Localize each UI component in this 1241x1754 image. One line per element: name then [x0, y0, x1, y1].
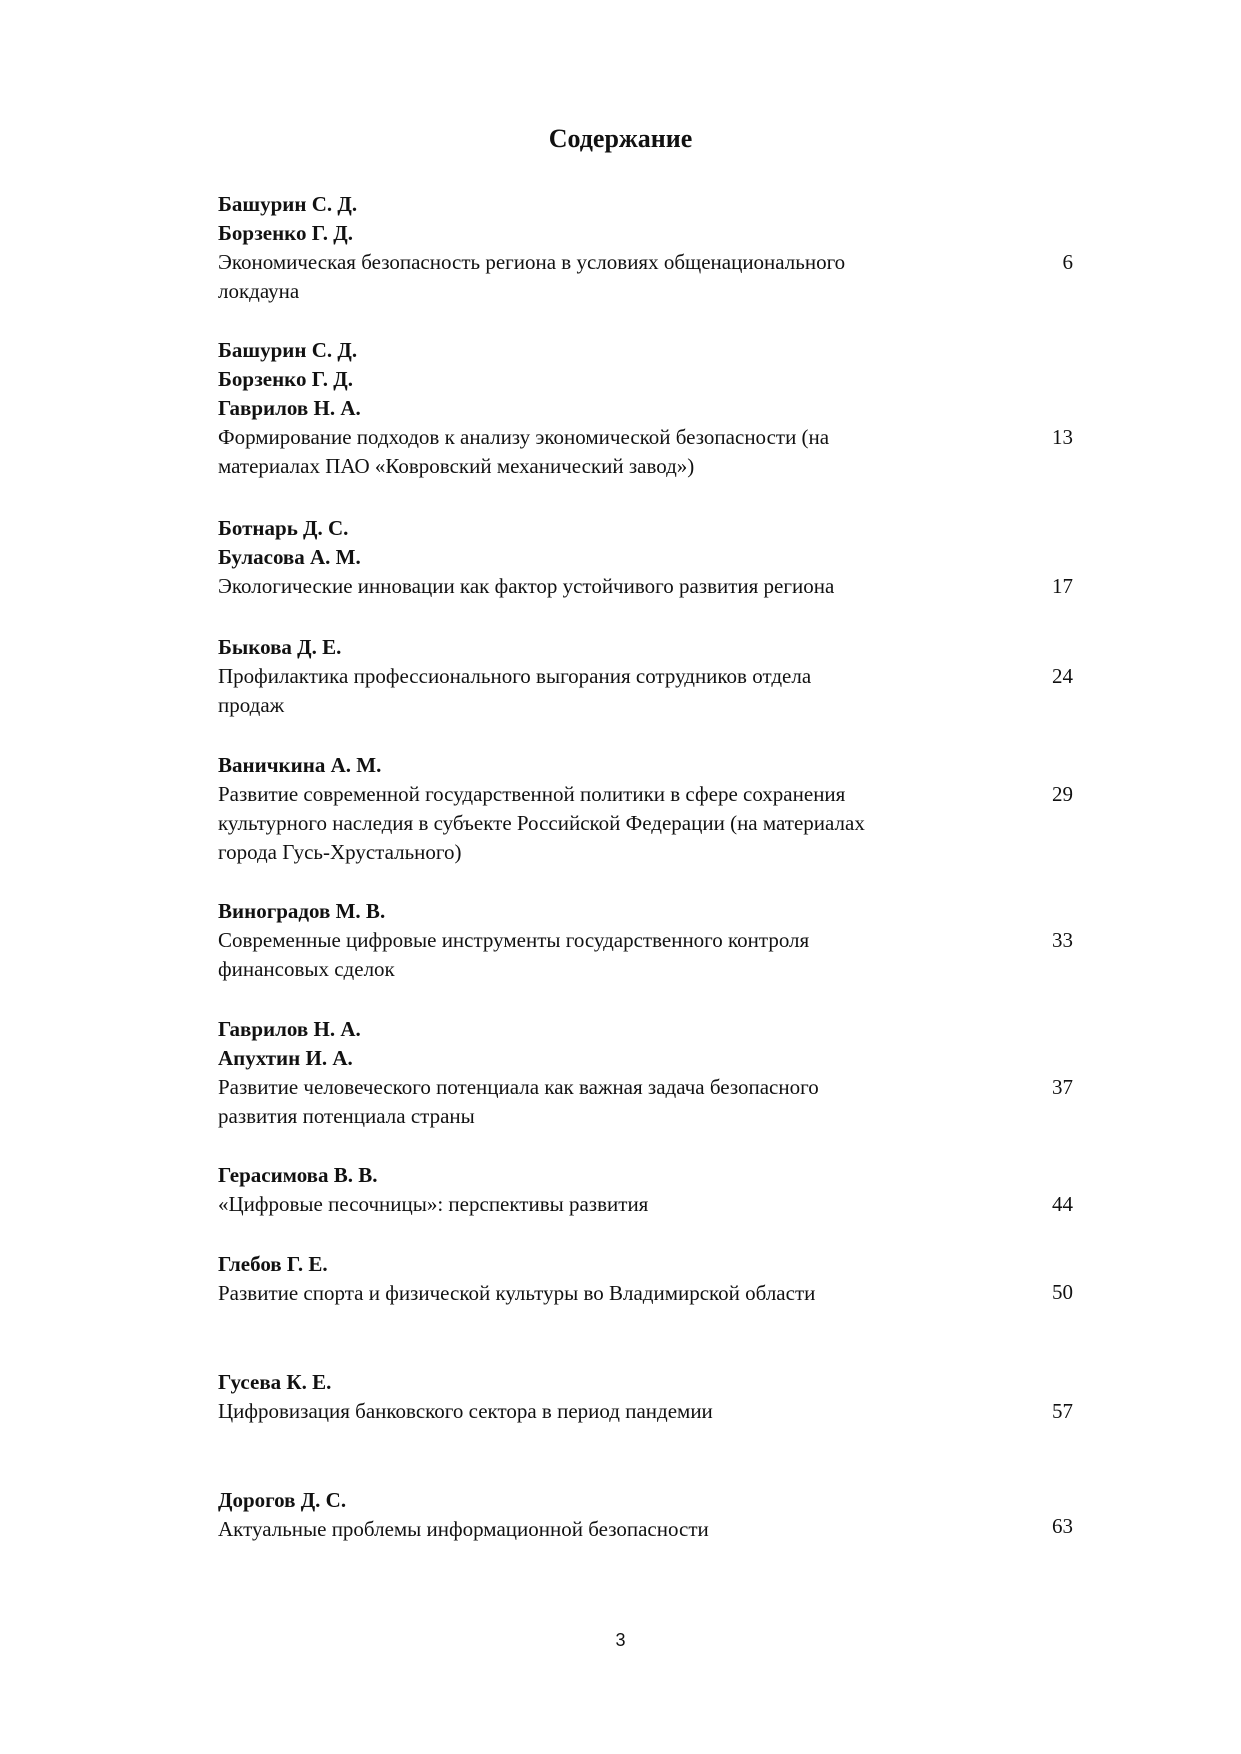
entry-title-line: Развитие современной государственной политики в сфере сохранения — [218, 782, 846, 806]
entry-author: Гаврилов Н. А. — [218, 396, 361, 420]
toc-entry — [218, 897, 998, 984]
entry-title-line: города Гусь-Хрустального) — [218, 840, 462, 864]
entry-title-line: развития потенциала страны — [218, 1104, 475, 1128]
entry-title-line: продаж — [218, 693, 285, 717]
footer-page-number: 3 — [615, 1630, 626, 1650]
entry-title-line: материалах ПАО «Ковровский механический завод») — [218, 454, 695, 478]
entry-author: Борзенко Г. Д. — [218, 367, 353, 391]
toc-entry — [218, 190, 998, 306]
entry-title-line: Экологические инновации как фактор устойчивого развития региона — [218, 574, 835, 598]
entry-page-number: 37 — [1052, 1075, 1073, 1099]
entry-title-line: локдауна — [218, 279, 300, 303]
entry-author: Дорогов Д. С. — [218, 1488, 347, 1512]
entry-author: Ваничкина А. М. — [218, 753, 382, 777]
entry-author: Глебов Г. Е. — [218, 1252, 328, 1276]
toc-entry — [218, 633, 998, 720]
entry-title-line: культурного наследия в субъекте Российской Федерации (на материалах — [218, 811, 865, 835]
entry-author: Быкова Д. Е. — [218, 635, 342, 659]
entry-title-line: Формирование подходов к анализу экономической безопасности (на — [218, 425, 830, 449]
toc-entry — [218, 336, 998, 481]
entry-title-line: Развитие спорта и физической культуры во Владимирской области — [218, 1281, 816, 1305]
toc-entry — [218, 1486, 998, 1544]
entry-title-line: финансовых сделок — [218, 957, 395, 981]
entry-title-line: Профилактика профессионального выгорания сотрудников отдела — [218, 664, 812, 688]
page-title: Содержание — [548, 124, 693, 153]
entry-page-number: 44 — [1052, 1192, 1073, 1216]
entry-author: Борзенко Г. Д. — [218, 221, 353, 245]
entry-author: Гаврилов Н. А. — [218, 1017, 361, 1041]
entry-page-number: 29 — [1052, 782, 1073, 806]
entry-title-line: Развитие человеческого потенциала как важная задача безопасного — [218, 1075, 819, 1099]
entry-page-number: 50 — [1052, 1280, 1073, 1304]
toc-entry — [218, 751, 998, 867]
entry-title-line: «Цифровые песочницы»: перспективы развития — [218, 1192, 649, 1216]
entry-title-line: Цифровизация банковского сектора в период пандемии — [218, 1399, 713, 1423]
entry-page-number: 63 — [1052, 1514, 1073, 1538]
toc-entry — [218, 1250, 998, 1308]
entry-author: Апухтин И. А. — [218, 1046, 353, 1070]
entry-author: Буласова А. М. — [218, 545, 361, 569]
toc-entry — [218, 1015, 998, 1131]
entry-author: Башурин С. Д. — [218, 338, 358, 362]
entry-page-number: 33 — [1052, 928, 1073, 952]
entry-page-number: 6 — [1062, 250, 1073, 274]
entry-author: Виноградов М. В. — [218, 899, 386, 923]
entry-page-number: 57 — [1052, 1399, 1073, 1423]
toc-entry — [218, 1161, 998, 1219]
entry-author: Гусева К. Е. — [218, 1370, 332, 1394]
entry-page-number: 13 — [1052, 425, 1073, 449]
entry-author: Ботнарь Д. С. — [218, 516, 349, 540]
entry-author: Герасимова В. В. — [218, 1163, 378, 1187]
entry-title-line: Современные цифровые инструменты государственного контроля — [218, 928, 810, 952]
entry-title-line: Актуальные проблемы информационной безопасности — [218, 1517, 709, 1541]
entry-page-number: 17 — [1052, 574, 1073, 598]
entry-page-number: 24 — [1052, 664, 1073, 688]
toc-entry — [218, 514, 998, 601]
entry-title-line: Экономическая безопасность региона в условиях общенационального — [218, 250, 846, 274]
entry-author: Башурин С. Д. — [218, 192, 358, 216]
toc-entry — [218, 1368, 998, 1426]
